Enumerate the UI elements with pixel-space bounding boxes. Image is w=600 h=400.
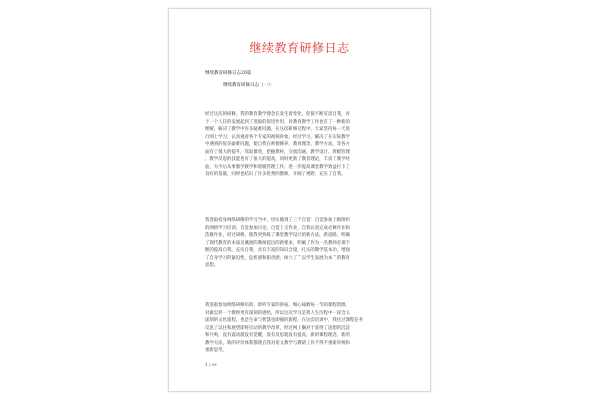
paragraph-line: 教学方法，新的评价体系都使自我对语文教学与教研工作不得不重新审视和 [205, 340, 350, 346]
paragraph-line: 和共鸣，没有震动就没有觉醒，没有反思就没有提高，新的课程理念，新的 [205, 333, 350, 338]
paragraph-line: 行网上学习，认真观看各个专家的视频讲象，经过学习，解决了在实际教学 [205, 134, 350, 140]
body-paragraph-3 [205, 302, 397, 355]
paragraph-line: 思想。 [205, 263, 219, 268]
paragraph-line: 深刻的文化旅程，也是生命与智慧也即撞的旅程，在这次培训中，我往过课程任务 [205, 318, 364, 323]
paragraph-line: 断的提高自我，充实自我，具有丰富的知识含量，扎实的教学基本功，增强 [205, 248, 350, 253]
paragraph-line: 选修作业，经过研修，使我更熟练了课堂教学设计的新方法，新思路，明确 [205, 233, 350, 238]
paragraph-line: 我进取参加网络研修培训，聆听专家的讲座，细心琢磨每一节的课程资源， [205, 303, 350, 308]
paragraph-line: 我进取投身网络研修的学习当中，切实做到了三个自觉：自觉参加上级组织 [205, 218, 350, 223]
entry-heading: 继续教育研修日志（一）： [223, 83, 275, 88]
paragraph-line: 良好的基础，同时也结识了许多优秀的教师，开阔了视野，充实了自我。 [205, 172, 346, 177]
document-title: 继续教育研修日志 [249, 41, 350, 55]
paragraph-line: ，教学反思的技能也有了很大的提高，同时更新了教育理论，丰富了教学经 [205, 157, 350, 162]
document-page [168, 8, 431, 392]
paragraph-line: 验，为今后从事教学教学和班级管理工作，进一步提高课堂教学效益打下了 [205, 164, 350, 170]
paragraph-line: 了现代教育的本质及溪流的教师提出的新要求，明确了作为一名教师必须不 [205, 240, 350, 246]
document-subtitle: 继续教育研修日志20篇 [205, 71, 252, 76]
paragraph-line: 反思了以往和展望即将启动的教学改革，经过网上搁对于获得了思想的沉淀 [205, 325, 350, 331]
paragraph-line: 理解，解决了教学中许多疑难问题，在这次研修过程中，大家坚持每一天进 [205, 127, 350, 132]
paragraph-line: 重新思考。 [205, 348, 227, 353]
paragraph-line: 了自身学习的紧迫性，危机感和职责感，树立了＂以学生发展为本＂的教育 [205, 255, 350, 261]
body-paragraph-1 [205, 111, 397, 179]
paragraph-line: 面有了很大的提升，驾驭课堂，把握教材，交流沟通，教学设计，班级管理 [205, 149, 350, 155]
body-paragraph-2 [205, 217, 397, 270]
paragraph-line: 对做怎样一个教师更有深刻的感悟，所以这次学习是我人生历程中一段含义 [205, 310, 350, 316]
page-number: 1 / 39 [205, 362, 217, 367]
paragraph-line: 经过这次的研修，我的教育教学理念在发生着变化，促使不断反思自我，对 [205, 112, 350, 117]
paragraph-line: 的网络学习培训，自觉参加讨论，自觉上交作业，自我认真完成必修作业和 [205, 225, 350, 231]
paragraph-line: 于一个人任的发展起到了进取的促进作用，对教育教学工作也有了一种新的 [205, 119, 350, 125]
paragraph-line: 中遇到的很多疑难问题，使自我在师德修养，教育理念，教学方法，等各方 [205, 142, 350, 147]
